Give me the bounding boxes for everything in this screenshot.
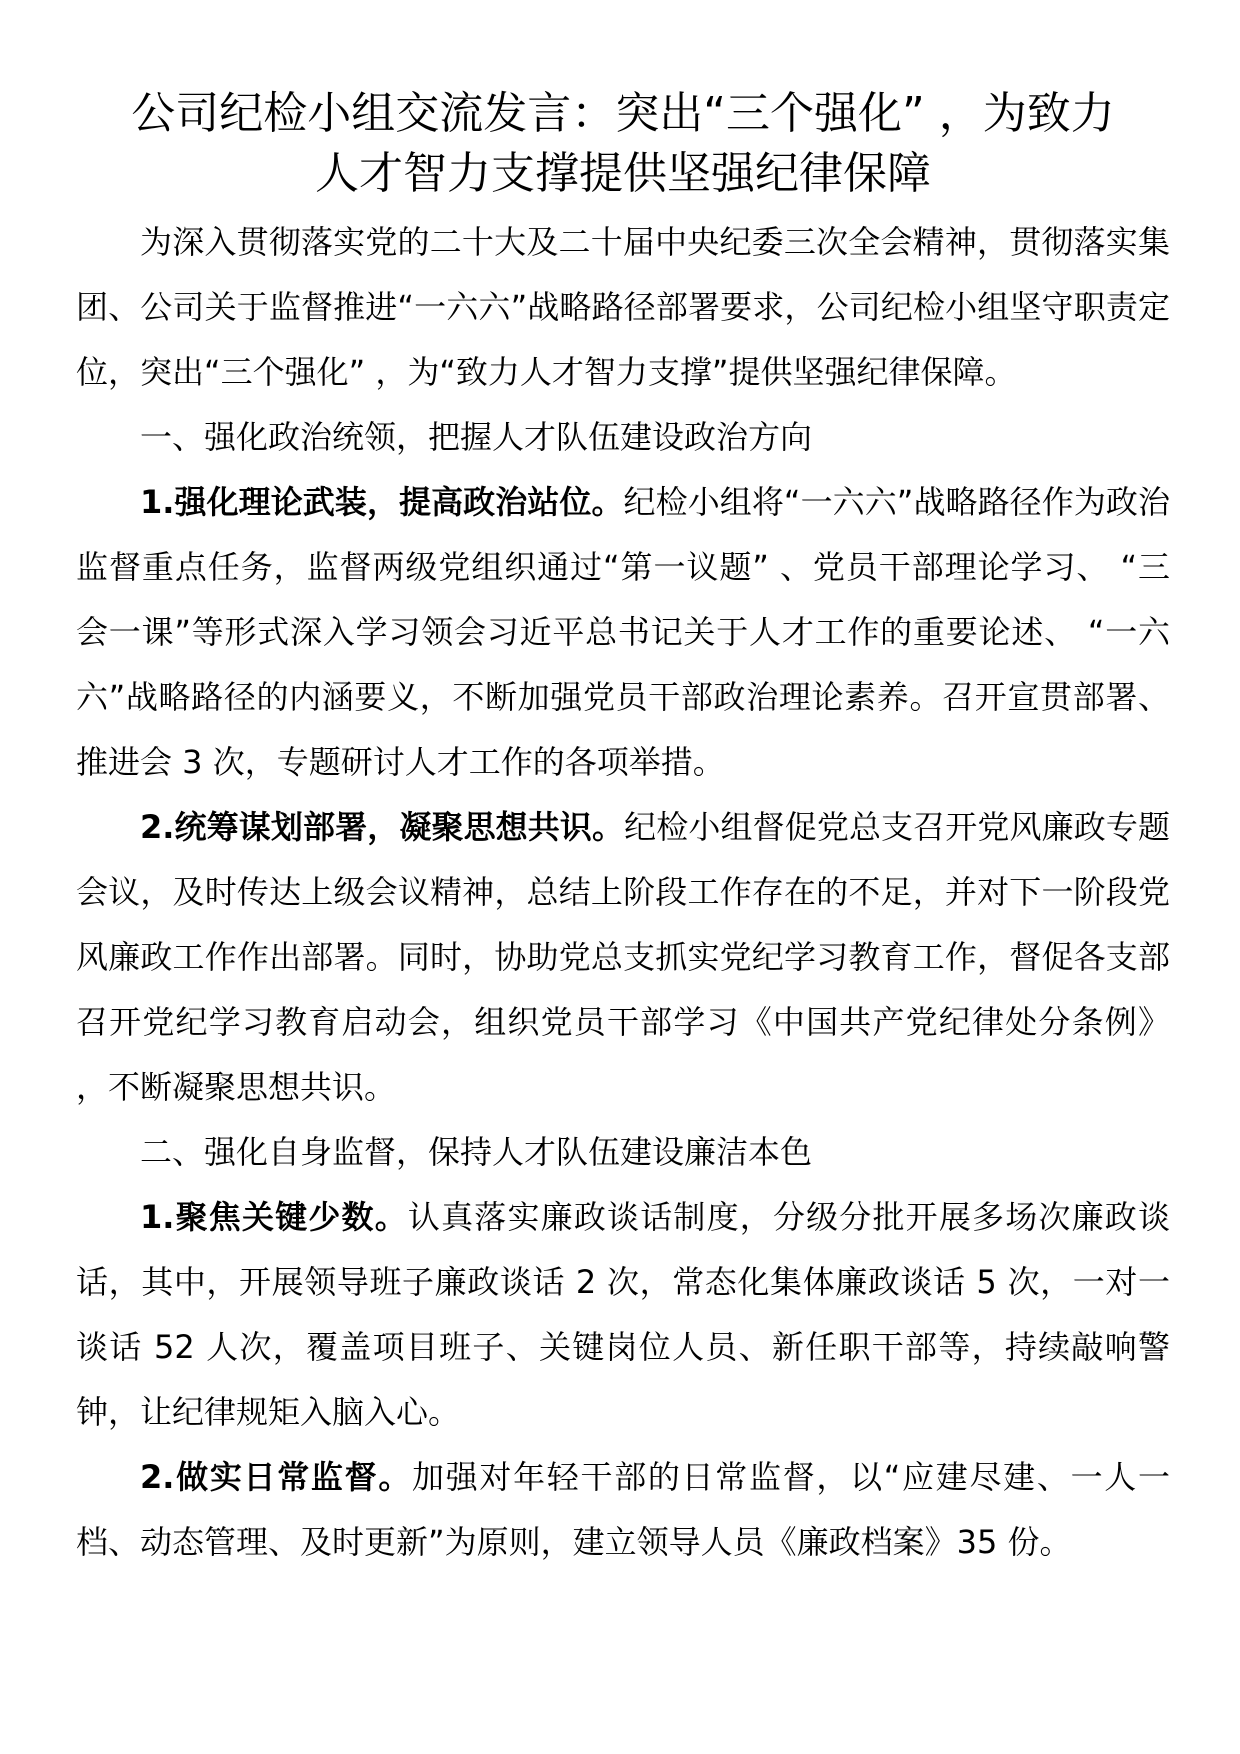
document-title	[76, 84, 1170, 204]
section-1-heading: 一、强化政治统领，把握人才队伍建设政治方向	[140, 418, 813, 456]
section-2-item-1-lead: 1.聚焦关键少数。	[140, 1198, 408, 1236]
title-line-2: 人才智力支撑提供坚强纪律保障	[315, 148, 931, 199]
section-2-item-2	[76, 1445, 1170, 1575]
section-1-item-1	[76, 470, 1170, 795]
section-2-item-1	[76, 1185, 1170, 1445]
section-2-item-2-lead: 2.做实日常监督。	[140, 1458, 413, 1496]
section-1-item-1-body: 纪检小组将“一六六”战略路径作为政治监督重点任务，监督两级党组织通过“第一议题” 、党员干部理论学习、 “三会一课”等形式深入学习领会习近平总书记关于人才工作的重要论述、 “一六六”战略路径的内涵要义，不断加强党员干部政治理论素养。召开宣贯部署、推进会 3 次，专题研讨人才工作的各项举措。	[76, 483, 1170, 781]
section-1-item-1-lead: 1.强化理论武装，提高政治站位。	[140, 483, 624, 521]
section-2-item-2-body: 加强对年轻干部的日常监督，以“应建尽建、一人一档、动态管理、及时更新”为原则，建立领导人员《廉政档案》35 份。	[76, 1458, 1170, 1561]
section-1-item-2-lead: 2.统筹谋划部署，凝聚思想共识。	[140, 808, 625, 846]
section-1-item-2	[76, 795, 1170, 1120]
intro-paragraph: 为深入贯彻落实党的二十大及二十届中央纪委三次全会精神，贯彻落实集团、公司关于监督推进“一六六”战略路径部署要求，公司纪检小组坚守职责定位，突出“三个强化” ，为“致力人才智力支撑”提供坚强纪律保障。	[76, 223, 1170, 391]
section-2-heading: 二、强化自身监督，保持人才队伍建设廉洁本色	[140, 1133, 813, 1171]
section-2-item-1-body: 认真落实廉政谈话制度，分级分批开展多场次廉政谈话，其中，开展领导班子廉政谈话 2 次，常态化集体廉政谈话 5 次，一对一谈话 52 人次，覆盖项目班子、关键岗位人员、新任职干部等，持续敲响警钟，让纪律规矩入脑入心。	[76, 1198, 1170, 1431]
section-1-item-2-body: 纪检小组督促党总支召开党风廉政专题会议，及时传达上级会议精神，总结上阶段工作存在的不足，并对下一阶段党风廉政工作作出部署。同时，协助党总支抓实党纪学习教育工作，督促各支部召开党纪学习教育启动会，组织党员干部学习《中国共产党纪律处分条例》 ，不断凝聚思想共识。	[76, 808, 1170, 1106]
title-line-1: 公司纪检小组交流发言：突出“三个强化” ，为致力	[131, 88, 1115, 139]
